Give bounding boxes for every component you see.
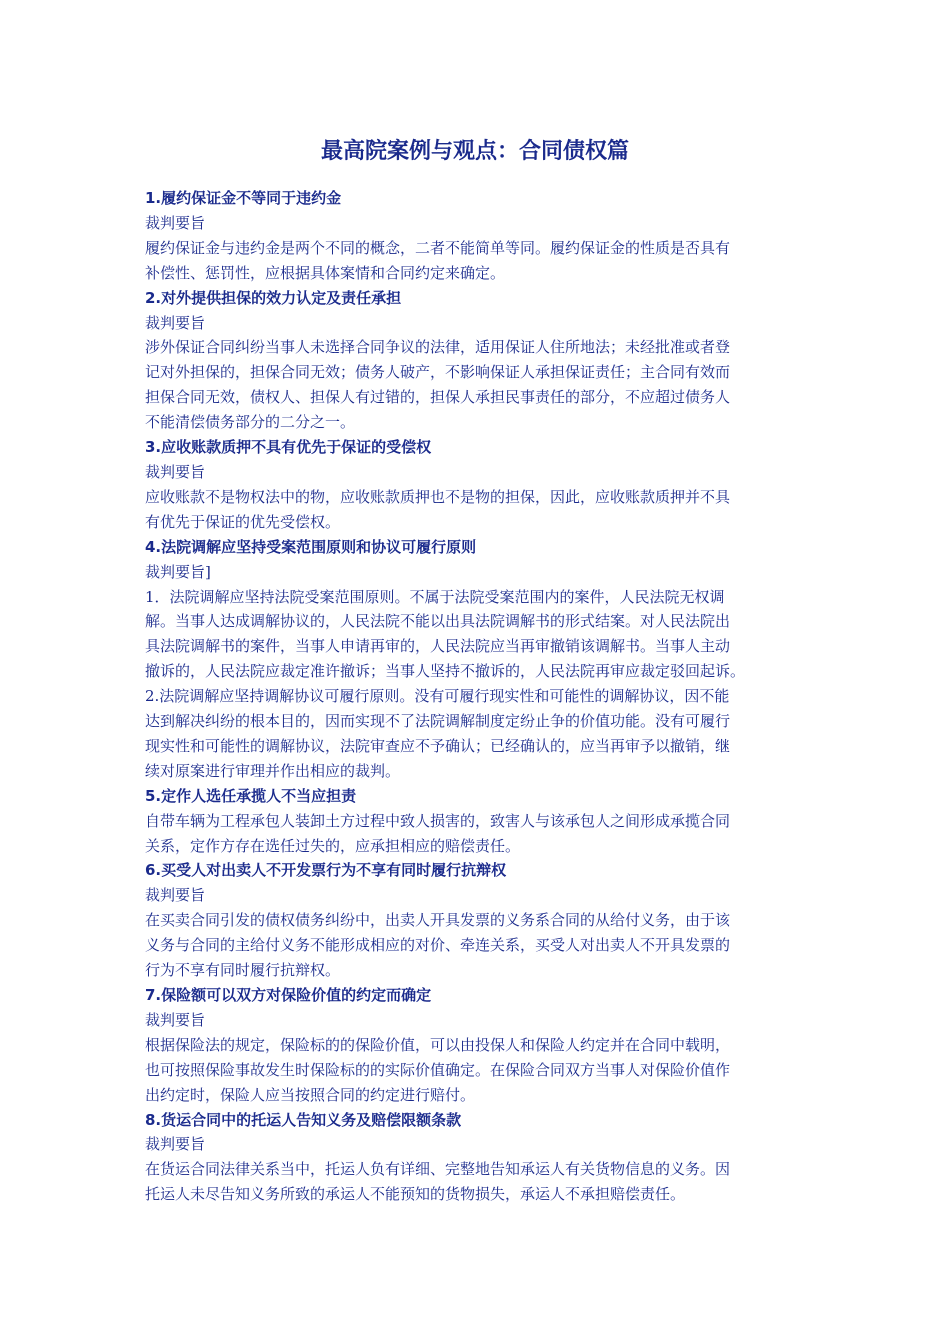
section-4 <box>145 535 810 784</box>
body-line: 应收账款不是物权法中的物，应收账款质押也不是物的担保，因此，应收账款质押并不具 <box>145 487 731 506</box>
body-line: 根据保险法的规定，保险标的的保险价值，可以由投保人和保险人约定并在合同中载明， <box>145 1035 731 1054</box>
section-body <box>145 485 810 535</box>
section-body <box>145 585 810 784</box>
body-line: 1．法院调解应坚持法院受案范围原则。不属于法院受案范围内的案件，人民法院无权调 <box>145 587 725 606</box>
section-heading: 1.履约保证金不等同于违约金 <box>145 189 342 207</box>
body-line: 托运人未尽告知义务所致的承运人不能预知的货物损失，承运人不承担赔偿责任。 <box>145 1185 686 1204</box>
section-subheading: 裁判要旨 <box>145 886 206 905</box>
body-line: 现实性和可能性的调解协议，法院审查应不予确认；已经确认的，应当再审予以撤销，继 <box>145 736 731 755</box>
document-title: 最高院案例与观点：合同债权篇 <box>320 139 629 164</box>
body-line: 撤诉的，人民法院应裁定准许撤诉；当事人坚持不撤诉的，人民法院再审应裁定驳回起诉。 <box>145 662 746 681</box>
body-line: 2.法院调解应坚持调解协议可履行原则。没有可履行现实性和可能性的调解协议，因不能 <box>145 687 730 706</box>
section-heading: 7.保险额可以双方对保险价值的约定而确定 <box>145 986 432 1004</box>
body-line: 在货运合同法律关系当中，托运人负有详细、完整地告知承运人有关货物信息的义务。因 <box>145 1160 731 1179</box>
body-line: 也可按照保险事故发生时保险标的的实际价值确定。在保险合同双方当事人对保险价值作 <box>145 1060 731 1079</box>
body-line: 关系，定作方存在选任过失的，应承担相应的赔偿责任。 <box>145 836 521 855</box>
body-line: 记对外担保的，担保合同无效；债务人破产，不影响保证人承担保证责任；主合同有效而 <box>145 363 731 382</box>
section-subheading: 裁判要旨 <box>145 462 206 481</box>
document-content <box>145 186 810 1207</box>
section-6 <box>145 858 810 983</box>
section-body <box>145 335 810 435</box>
section-heading: 2.对外提供担保的效力认定及责任承担 <box>145 288 402 307</box>
section-heading: 5.定作人选任承揽人不当应担责 <box>145 786 357 805</box>
section-subheading: 裁判要旨 <box>145 313 206 332</box>
body-line: 具法院调解书的案件，当事人申请再审的，人民法院应当再审撤销该调解书。当事人主动 <box>145 637 731 656</box>
body-line: 行为不享有同时履行抗辩权。 <box>145 961 341 980</box>
section-heading: 6.买受人对出卖人不开发票行为不享有同时履行抗辩权 <box>145 861 507 880</box>
section-3 <box>145 435 810 535</box>
body-line: 不能清偿债务部分的二分之一。 <box>145 413 356 432</box>
section-5 <box>145 784 810 859</box>
body-line: 续对原案进行审理并作出相应的裁判。 <box>145 761 401 780</box>
section-heading: 8.货运合同中的托运人告知义务及赔偿限额条款 <box>145 1110 462 1129</box>
section-heading: 3.应收账款质押不具有优先于保证的受偿权 <box>145 438 432 457</box>
body-line: 达到解决纠纷的根本目的，因而实现不了法院调解制度定纷止争的价值功能。没有可履行 <box>145 712 731 731</box>
section-subheading: 裁判要旨 <box>145 1135 206 1154</box>
body-line: 解。当事人达成调解协议的，人民法院不能以出具法院调解书的形式结案。对人民法院出 <box>145 612 731 631</box>
section-1 <box>145 186 810 286</box>
section-heading: 4.法院调解应坚持受案范围原则和协议可履行原则 <box>145 537 477 556</box>
section-body <box>145 809 810 859</box>
section-subheading: 裁判要旨 <box>145 213 206 232</box>
section-subheading: 裁判要旨 <box>145 1010 206 1029</box>
body-line: 在买卖合同引发的债权债务纠纷中，出卖人开具发票的义务系合同的从给付义务，由于该 <box>145 911 731 930</box>
section-8 <box>145 1108 810 1208</box>
body-line: 自带车辆为工程承包人装卸土方过程中致人损害的，致害人与该承包人之间形成承揽合同 <box>145 811 731 830</box>
section-subheading: 裁判要旨] <box>145 562 211 581</box>
section-7 <box>145 983 810 1108</box>
body-line: 义务与合同的主给付义务不能形成相应的对价、牵连关系，买受人对出卖人不开具发票的 <box>145 936 731 955</box>
body-line: 涉外保证合同纠纷当事人未选择合同争议的法律，适用保证人住所地法；未经批准或者登 <box>145 338 731 357</box>
body-line: 补偿性、惩罚性，应根据具体案情和合同约定来确定。 <box>145 263 506 282</box>
section-body <box>145 908 810 983</box>
section-body <box>145 236 810 286</box>
body-line: 有优先于保证的优先受偿权。 <box>145 512 341 531</box>
section-body <box>145 1033 810 1108</box>
body-line: 担保合同无效，债权人、担保人有过错的，担保人承担民事责任的部分，不应超过债务人 <box>145 388 731 407</box>
section-2 <box>145 286 810 435</box>
body-line: 履约保证金与违约金是两个不同的概念，二者不能简单等同。履约保证金的性质是否具有 <box>145 238 731 257</box>
section-body <box>145 1157 810 1207</box>
body-line: 出约定时，保险人应当按照合同的约定进行赔付。 <box>145 1085 476 1104</box>
